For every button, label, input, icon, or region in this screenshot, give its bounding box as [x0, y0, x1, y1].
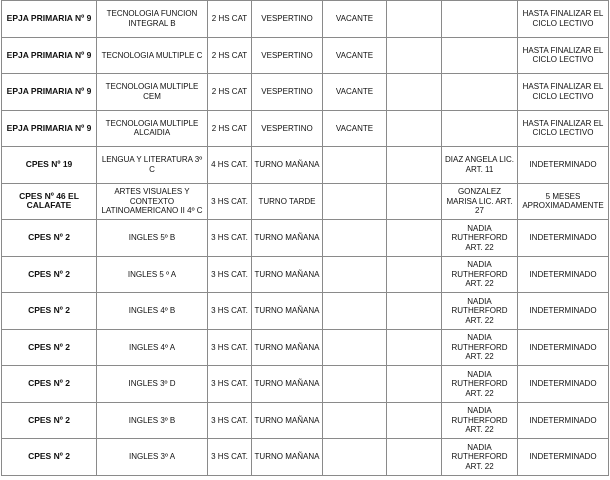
table-row [2, 147, 609, 184]
shift-cell: VESPERTINO [252, 110, 323, 147]
status-cell [323, 402, 387, 439]
hours-cell: 3 HS CAT. [208, 329, 252, 366]
status-cell [323, 439, 387, 476]
empty-cell [387, 74, 442, 111]
shift-cell: TURNO MAÑANA [252, 366, 323, 403]
duration-cell: HASTA FINALIZAR EL CICLO LECTIVO [518, 110, 609, 147]
duration-cell: INDETERMINADO [518, 256, 609, 293]
school-cell: CPES Nº 2 [2, 366, 97, 403]
school-cell: CPES Nº 19 [2, 147, 97, 184]
subject-cell: LENGUA Y LITERATURA 3º C [97, 147, 208, 184]
school-cell: CPES Nº 2 [2, 329, 97, 366]
empty-cell [387, 220, 442, 257]
empty-cell [387, 256, 442, 293]
table-row [2, 293, 609, 330]
hours-cell: 3 HS CAT. [208, 183, 252, 220]
school-cell: CPES Nº 2 [2, 293, 97, 330]
subject-cell: INGLES 5 º A [97, 256, 208, 293]
holder-cell: DIAZ ANGELA LIC. ART. 11 [442, 147, 518, 184]
shift-cell: TURNO TARDE [252, 183, 323, 220]
hours-cell: 2 HS CAT [208, 110, 252, 147]
empty-cell [387, 37, 442, 74]
hours-cell: 3 HS CAT. [208, 439, 252, 476]
status-cell: VACANTE [323, 110, 387, 147]
table-row [2, 74, 609, 111]
hours-cell: 2 HS CAT [208, 37, 252, 74]
shift-cell: VESPERTINO [252, 1, 323, 38]
shift-cell: TURNO MAÑANA [252, 402, 323, 439]
duration-cell: HASTA FINALIZAR EL CICLO LECTIVO [518, 37, 609, 74]
hours-cell: 4 HS CAT. [208, 147, 252, 184]
subject-cell: INGLES 5º B [97, 220, 208, 257]
empty-cell [387, 329, 442, 366]
holder-cell: NADIA RUTHERFORD ART. 22 [442, 256, 518, 293]
school-cell: EPJA PRIMARIA Nº 9 [2, 110, 97, 147]
holder-cell: NADIA RUTHERFORD ART. 22 [442, 293, 518, 330]
school-cell: CPES Nº 2 [2, 402, 97, 439]
holder-cell [442, 110, 518, 147]
table-row [2, 329, 609, 366]
hours-cell: 3 HS CAT. [208, 220, 252, 257]
duration-cell: HASTA FINALIZAR EL CICLO LECTIVO [518, 1, 609, 38]
subject-cell: TECNOLOGIA FUNCION INTEGRAL B [97, 1, 208, 38]
empty-cell [387, 110, 442, 147]
subject-cell: ARTES VISUALES Y CONTEXTO LATINOAMERICANO II 4º C [97, 183, 208, 220]
subject-cell: INGLES 3º A [97, 439, 208, 476]
table-row [2, 439, 609, 476]
shift-cell: TURNO MAÑANA [252, 329, 323, 366]
table-row [2, 183, 609, 220]
holder-cell: NADIA RUTHERFORD ART. 22 [442, 220, 518, 257]
holder-cell: NADIA RUTHERFORD ART. 22 [442, 439, 518, 476]
school-cell: CPES Nº 2 [2, 439, 97, 476]
status-cell [323, 183, 387, 220]
duration-cell: INDETERMINADO [518, 329, 609, 366]
duration-cell: INDETERMINADO [518, 402, 609, 439]
status-cell [323, 293, 387, 330]
subject-cell: INGLES 3º B [97, 402, 208, 439]
empty-cell [387, 147, 442, 184]
table-body [2, 1, 609, 476]
shift-cell: TURNO MAÑANA [252, 220, 323, 257]
table-row [2, 37, 609, 74]
hours-cell: 3 HS CAT. [208, 402, 252, 439]
school-cell: CPES Nº 46 EL CALAFATE [2, 183, 97, 220]
vacancy-table [1, 0, 609, 476]
status-cell: VACANTE [323, 1, 387, 38]
subject-cell: INGLES 4º B [97, 293, 208, 330]
holder-cell [442, 74, 518, 111]
empty-cell [387, 366, 442, 403]
shift-cell: VESPERTINO [252, 37, 323, 74]
empty-cell [387, 293, 442, 330]
subject-cell: INGLES 4º A [97, 329, 208, 366]
hours-cell: 2 HS CAT [208, 74, 252, 111]
holder-cell [442, 37, 518, 74]
duration-cell: INDETERMINADO [518, 439, 609, 476]
holder-cell: NADIA RUTHERFORD ART. 22 [442, 329, 518, 366]
subject-cell: TECNOLOGIA MULTIPLE CEM [97, 74, 208, 111]
status-cell [323, 329, 387, 366]
hours-cell: 3 HS CAT. [208, 366, 252, 403]
status-cell: VACANTE [323, 74, 387, 111]
duration-cell: INDETERMINADO [518, 147, 609, 184]
school-cell: CPES Nº 2 [2, 256, 97, 293]
status-cell [323, 147, 387, 184]
duration-cell: INDETERMINADO [518, 366, 609, 403]
empty-cell [387, 402, 442, 439]
subject-cell: INGLES 3º D [97, 366, 208, 403]
duration-cell: HASTA FINALIZAR EL CICLO LECTIVO [518, 74, 609, 111]
holder-cell: NADIA RUTHERFORD ART. 22 [442, 402, 518, 439]
table-row [2, 110, 609, 147]
holder-cell: GONZALEZ MARISA LIC. ART. 27 [442, 183, 518, 220]
shift-cell: TURNO MAÑANA [252, 256, 323, 293]
shift-cell: VESPERTINO [252, 74, 323, 111]
school-cell: EPJA PRIMARIA Nº 9 [2, 37, 97, 74]
school-cell: EPJA PRIMARIA Nº 9 [2, 1, 97, 38]
table-row [2, 1, 609, 38]
status-cell [323, 256, 387, 293]
empty-cell [387, 439, 442, 476]
duration-cell: INDETERMINADO [518, 293, 609, 330]
school-cell: CPES Nº 2 [2, 220, 97, 257]
hours-cell: 3 HS CAT. [208, 256, 252, 293]
holder-cell [442, 1, 518, 38]
hours-cell: 2 HS CAT [208, 1, 252, 38]
duration-cell: INDETERMINADO [518, 220, 609, 257]
status-cell [323, 220, 387, 257]
empty-cell [387, 183, 442, 220]
table-row [2, 256, 609, 293]
table-row [2, 220, 609, 257]
status-cell: VACANTE [323, 37, 387, 74]
empty-cell [387, 1, 442, 38]
shift-cell: TURNO MAÑANA [252, 293, 323, 330]
holder-cell: NADIA RUTHERFORD ART. 22 [442, 366, 518, 403]
table-row [2, 402, 609, 439]
table-row [2, 366, 609, 403]
subject-cell: TECNOLOGIA MULTIPLE ALCAIDIA [97, 110, 208, 147]
hours-cell: 3 HS CAT. [208, 293, 252, 330]
subject-cell: TECNOLOGIA MULTIPLE C [97, 37, 208, 74]
school-cell: EPJA PRIMARIA Nº 9 [2, 74, 97, 111]
shift-cell: TURNO MAÑANA [252, 147, 323, 184]
status-cell [323, 366, 387, 403]
duration-cell: 5 MESES APROXIMADAMENTE [518, 183, 609, 220]
shift-cell: TURNO MAÑANA [252, 439, 323, 476]
